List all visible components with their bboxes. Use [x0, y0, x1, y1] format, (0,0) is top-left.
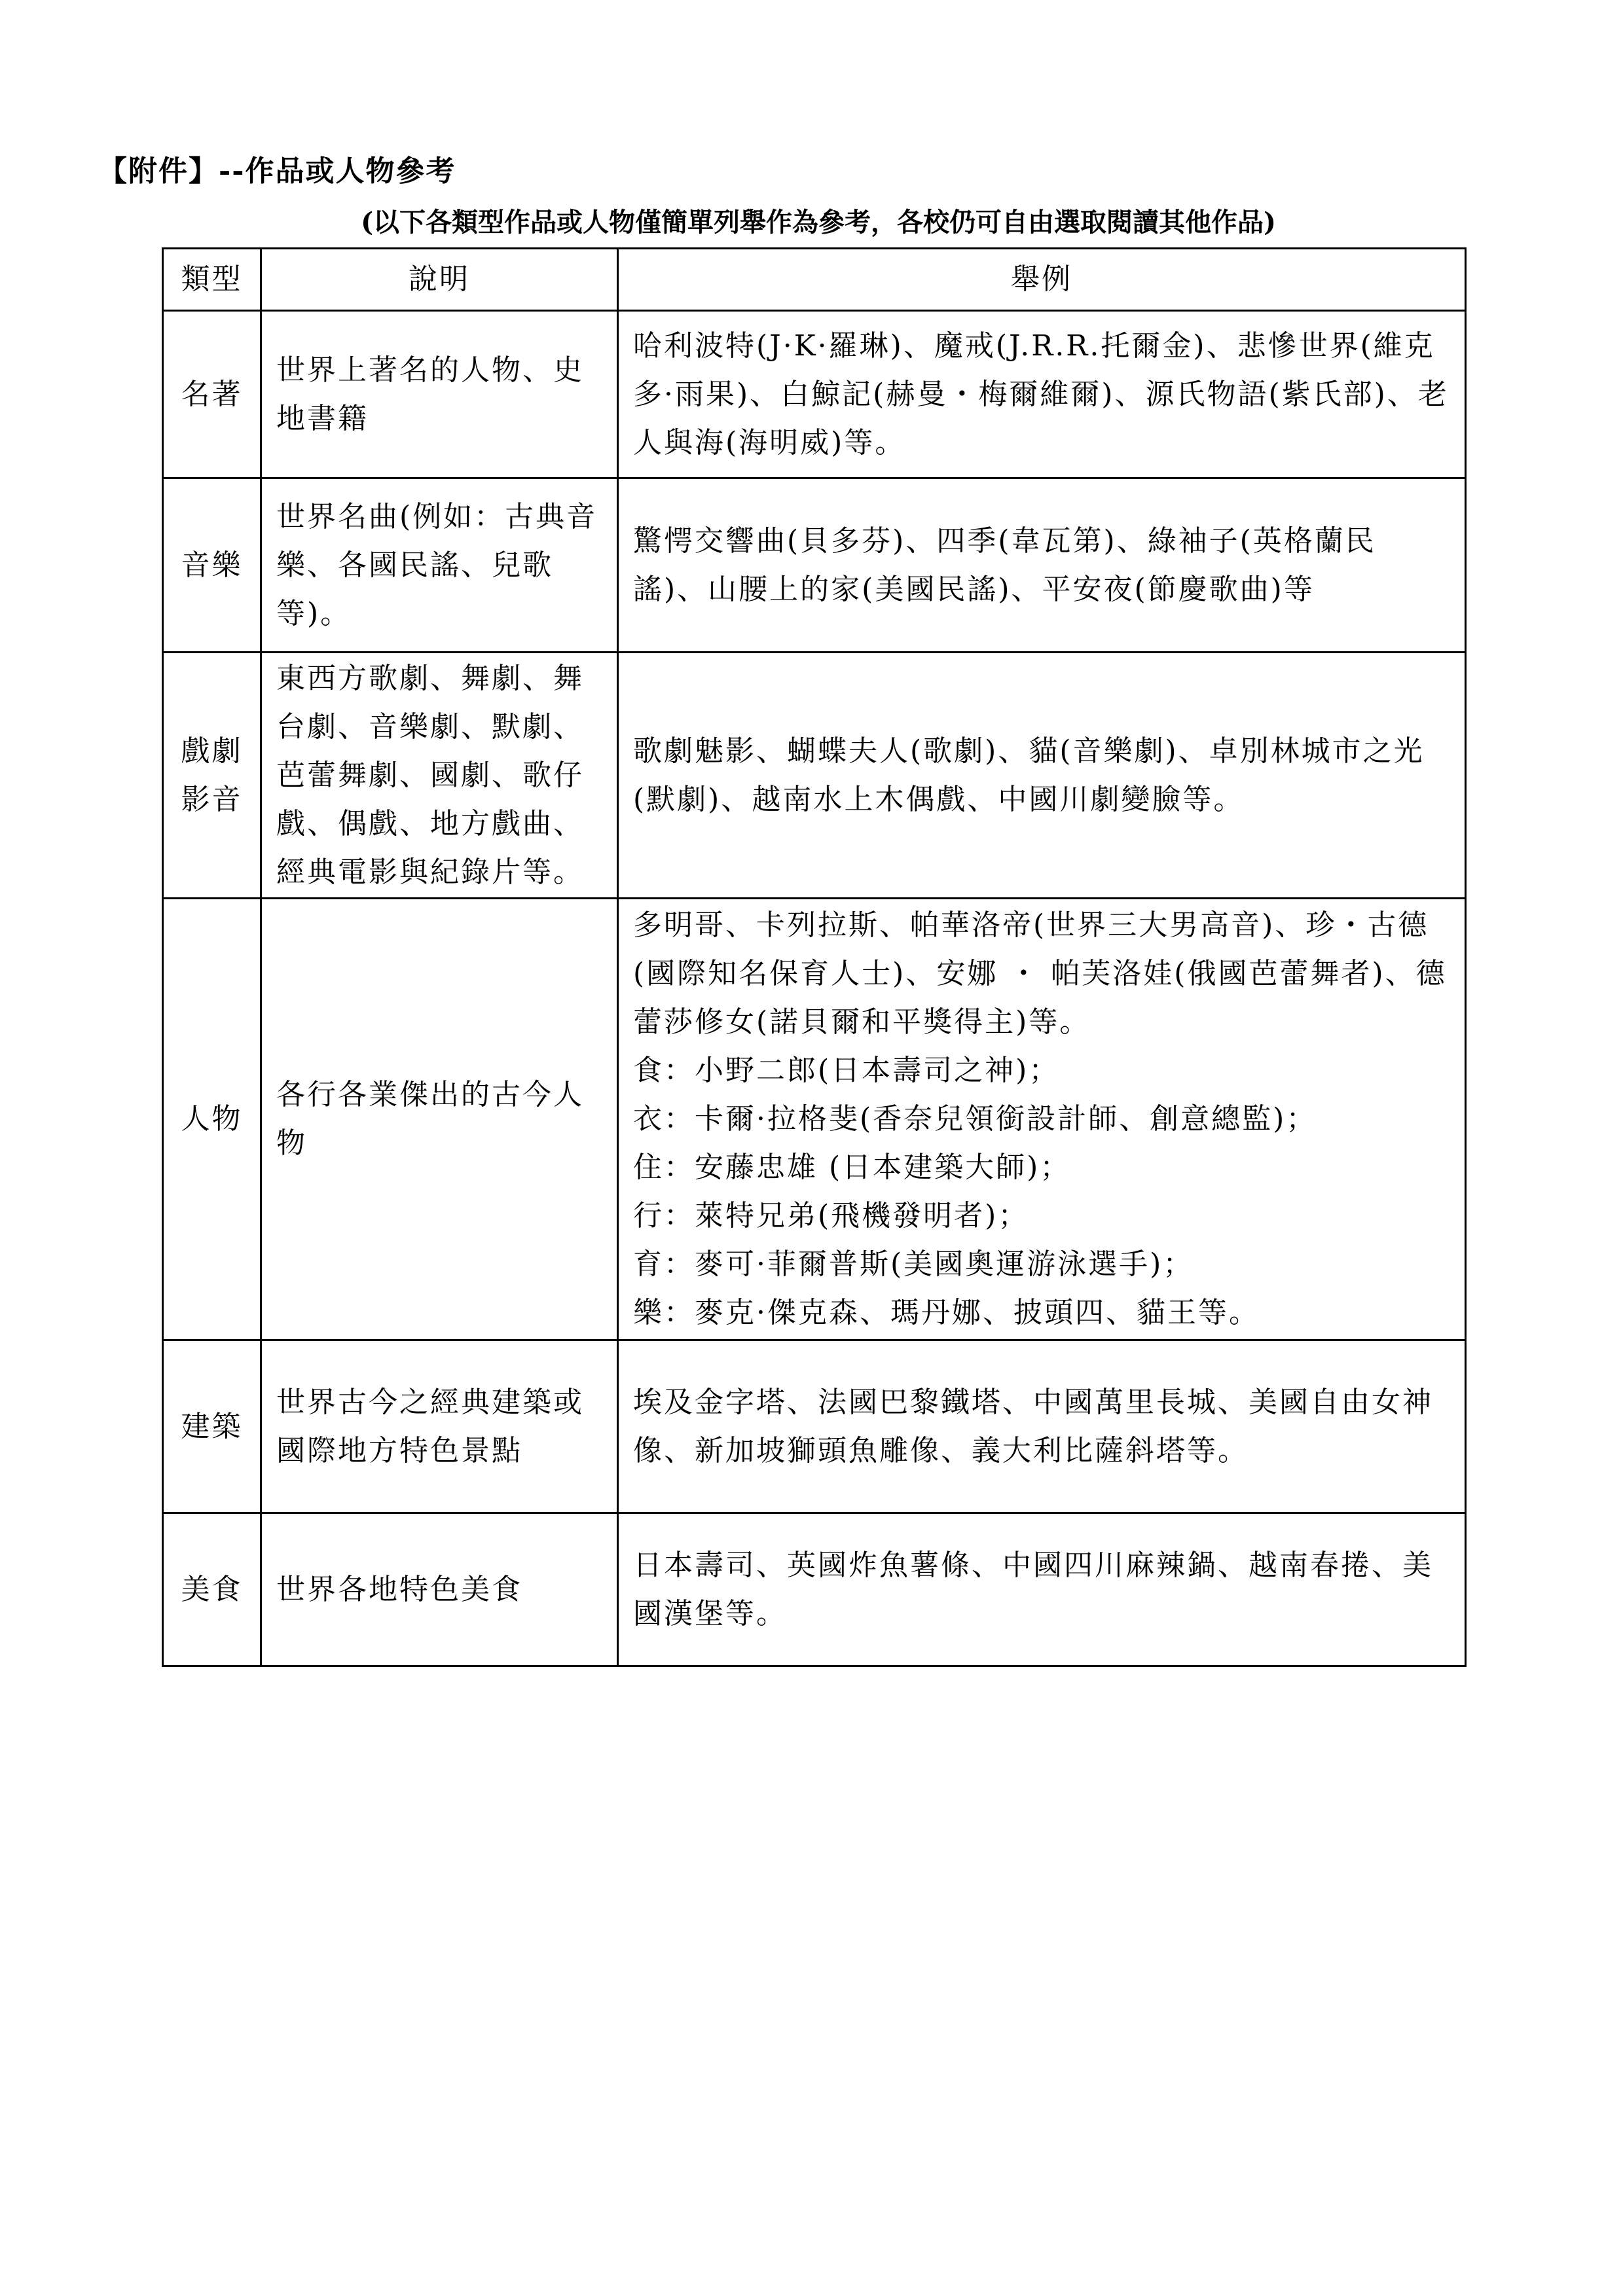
row-description: 世界名曲(例如：古典音樂、各國民謠、兒歌等)。 [261, 478, 618, 653]
row-description: 各行各業傑出的古今人物 [261, 899, 618, 1340]
row-examples [618, 1340, 1466, 1513]
header-examples: 舉例 [618, 249, 1466, 311]
row-description: 世界古今之經典建築或國際地方特色景點 [261, 1340, 618, 1513]
example-line: 衣：卡爾·拉格斐(香奈兒領銜設計師、創意總監)； [633, 1102, 1317, 1136]
row-type: 人物 [163, 899, 261, 1340]
row-description: 東西方歌劇、舞劇、舞台劇、音樂劇、默劇、芭蕾舞劇、國劇、歌仔戲、偶戲、地方戲曲、經典電影與紀錄片等。 [261, 653, 618, 899]
row-description: 世界各地特色美食 [261, 1513, 618, 1666]
table-row [163, 899, 1466, 1340]
table-row [163, 1340, 1466, 1513]
row-examples [618, 1513, 1466, 1666]
table-row [163, 478, 1466, 653]
row-examples [618, 899, 1466, 1340]
example-line: 食：小野二郎(日本壽司之神)； [633, 1054, 1060, 1087]
example-line: 哈利波特(J·K·羅琳)、魔戒(J.R.R.托爾金)、悲慘世界(維克多·雨果)、白鯨記(赫曼・梅爾維爾)、源氏物語(紫氏部)、老人與海(海明威)等。 [633, 329, 1449, 459]
table-header-row [163, 249, 1466, 311]
table-row [163, 653, 1466, 899]
example-line: 歌劇魅影、蝴蝶夫人(歌劇)、貓(音樂劇)、卓別林城市之光(默劇)、越南水上木偶戲、中國川劇變臉等。 [633, 734, 1425, 816]
example-line: 育：麥可·菲爾普斯(美國奧運游泳選手)； [633, 1247, 1194, 1281]
example-line: 埃及金字塔、法國巴黎鐵塔、中國萬里長城、美國自由女神像、新加坡獅頭魚雕像、義大利比薩斜塔等。 [633, 1385, 1433, 1467]
row-examples [618, 311, 1466, 478]
header-type: 類型 [163, 249, 261, 311]
row-examples [618, 653, 1466, 899]
row-type: 美食 [163, 1513, 261, 1666]
row-description: 世界上著名的人物、史地書籍 [261, 311, 618, 478]
table-row [163, 1513, 1466, 1666]
example-line: 住：安藤忠雄 (日本建築大師)； [633, 1151, 1071, 1184]
example-line: 驚愕交響曲(貝多芬)、四季(韋瓦第)、綠袖子(英格蘭民謠)、山腰上的家(美國民謠)、平安夜(節慶歌曲)等 [633, 524, 1376, 606]
example-line: 行：萊特兄弟(飛機發明者)； [633, 1199, 1029, 1232]
example-line: 樂：麥克·傑克森、瑪丹娜、披頭四、貓王等。 [633, 1296, 1260, 1329]
table-row [163, 311, 1466, 478]
row-type: 戲劇 影音 [163, 653, 261, 899]
row-examples [618, 478, 1466, 653]
row-type: 音樂 [163, 478, 261, 653]
example-line: 日本壽司、英國炸魚薯條、中國四川麻辣鍋、越南春捲、美國漢堡等。 [633, 1548, 1433, 1630]
row-type: 建築 [163, 1340, 261, 1513]
header-description: 說明 [261, 249, 618, 311]
row-type: 名著 [163, 311, 261, 478]
page-subtitle: (以下各類型作品或人物僅簡單列舉作為參考，各校仍可自由選取閱讀其他作品) [361, 207, 1276, 238]
example-line: 多明哥、卡列拉斯、帕華洛帝(世界三大男高音)、珍・古德(國際知名保育人士)、安娜 ・ 帕芙洛娃(俄國芭蕾舞者)、德蕾莎修女(諾貝爾和平獎得主)等。 [633, 908, 1447, 1039]
page-title: 【附件】--作品或人物參考 [98, 154, 456, 188]
reference-table [162, 247, 1467, 1667]
